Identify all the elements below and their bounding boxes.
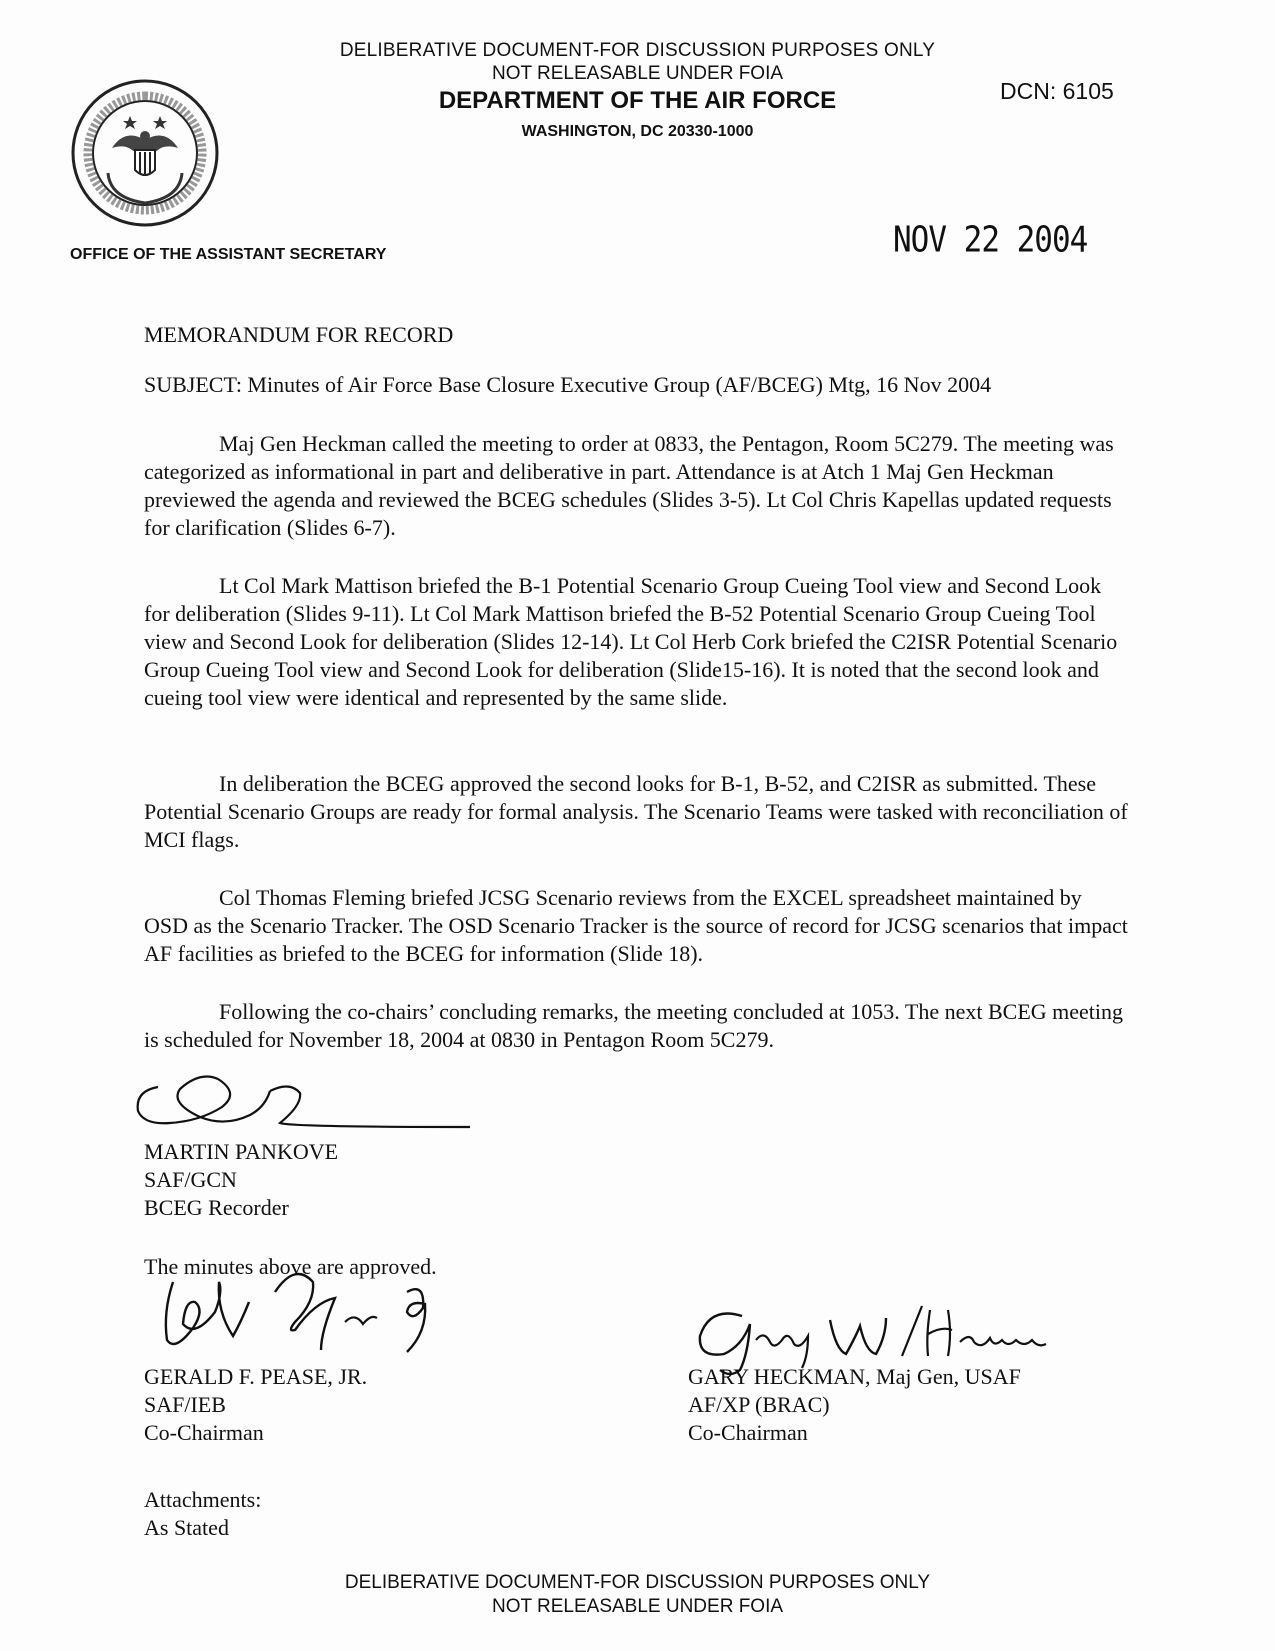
footer-caveat-line1: DELIBERATIVE DOCUMENT-FOR DISCUSSION PURPOSES ONLY <box>344 1572 931 1593</box>
cochair-left-block <box>144 1363 367 1447</box>
department-title: DEPARTMENT OF THE AIR FORCE <box>438 87 837 114</box>
header-caveat-line2: NOT RELEASABLE UNDER FOIA <box>491 63 784 84</box>
approval-statement: The minutes above are approved. <box>144 1254 437 1279</box>
header-caveat-line1: DELIBERATIVE DOCUMENT-FOR DISCUSSION PURPOSES ONLY <box>339 40 936 61</box>
department-address: WASHINGTON, DC 20330-1000 <box>521 123 754 140</box>
attachments-value: As Stated <box>144 1515 229 1540</box>
cochair-right-name: GARY HECKMAN, Maj Gen, USAF <box>688 1364 1021 1389</box>
recorder-block <box>144 1138 338 1222</box>
dod-seal-icon <box>70 78 220 228</box>
office-line: OFFICE OF THE ASSISTANT SECRETARY <box>70 246 387 263</box>
footer-caveat-line2: NOT RELEASABLE UNDER FOIA <box>491 1596 784 1617</box>
memo-heading: MEMORANDUM FOR RECORD <box>144 322 454 347</box>
recorder-signature-icon <box>130 1063 470 1143</box>
recorder-role: BCEG Recorder <box>144 1195 289 1220</box>
body-paragraph: Col Thomas Fleming briefed JCSG Scenario reviews from the EXCEL spreadsheet maintained by OSD as the Scenario Tracker. The OSD Scenario Tracker is the source of record for JCSG scenarios that impact AF facilities as briefed to the BCEG for information (Slide 18). <box>144 885 1128 966</box>
dcn-number: DCN: 6105 <box>1000 78 1114 104</box>
attachments-label: Attachments: <box>144 1487 262 1512</box>
cochair-right-role: Co-Chairman <box>688 1420 808 1445</box>
cochair-left-name: GERALD F. PEASE, JR. <box>144 1364 368 1389</box>
cochair-left-role: Co-Chairman <box>144 1420 264 1445</box>
date-stamp: NOV 22 2004 <box>893 219 1088 261</box>
cochair-right-office: AF/XP (BRAC) <box>688 1392 830 1417</box>
pease-signature-icon <box>145 1252 445 1362</box>
recorder-office: SAF/GCN <box>144 1167 237 1192</box>
memo-subject: SUBJECT: Minutes of Air Force Base Closure Executive Group (AF/BCEG) Mtg, 16 Nov 2004 <box>144 372 992 397</box>
body-paragraph: Lt Col Mark Mattison briefed the B-1 Potential Scenario Group Cueing Tool view and Second Look for deliberation (Slides 9-11). Lt Col Mark Mattison briefed the B-52 Potential Scenario Group Cueing Tool view and Second Look for deliberation (Slides 12-14). Lt Col Herb Cork briefed the C2ISR Potential Scenario Group Cueing Tool view and Second Look for deliberation (Slide15-16). It is noted that the second look and cueing tool view were identical and represented by the same slide. <box>144 573 1118 710</box>
body-paragraph: Maj Gen Heckman called the meeting to order at 0833, the Pentagon, Room 5C279. The meeting was categorized as informational in part and deliberative in part. Attendance is at Atch 1 Maj Gen Heckman previewed the agenda and reviewed the BCEG schedules (Slides 3-5). Lt Col Chris Kapellas updated requests for clarification (Slides 6-7). <box>144 431 1114 540</box>
body-paragraph: In deliberation the BCEG approved the second looks for B-1, B-52, and C2ISR as submitted. These Potential Scenario Groups are ready for formal analysis. The Scenario Teams were tasked with reconciliation of MCI flags. <box>144 771 1128 852</box>
body-paragraph: Following the co-chairs’ concluding remarks, the meeting concluded at 1053. The next BCEG meeting is scheduled for November 18, 2004 at 0830 in Pentagon Room 5C279. <box>144 999 1124 1052</box>
attachments-block <box>144 1486 261 1542</box>
recorder-name: MARTIN PANKOVE <box>144 1139 339 1164</box>
cochair-left-office: SAF/IEB <box>144 1392 226 1417</box>
cochair-right-block <box>688 1363 1021 1447</box>
